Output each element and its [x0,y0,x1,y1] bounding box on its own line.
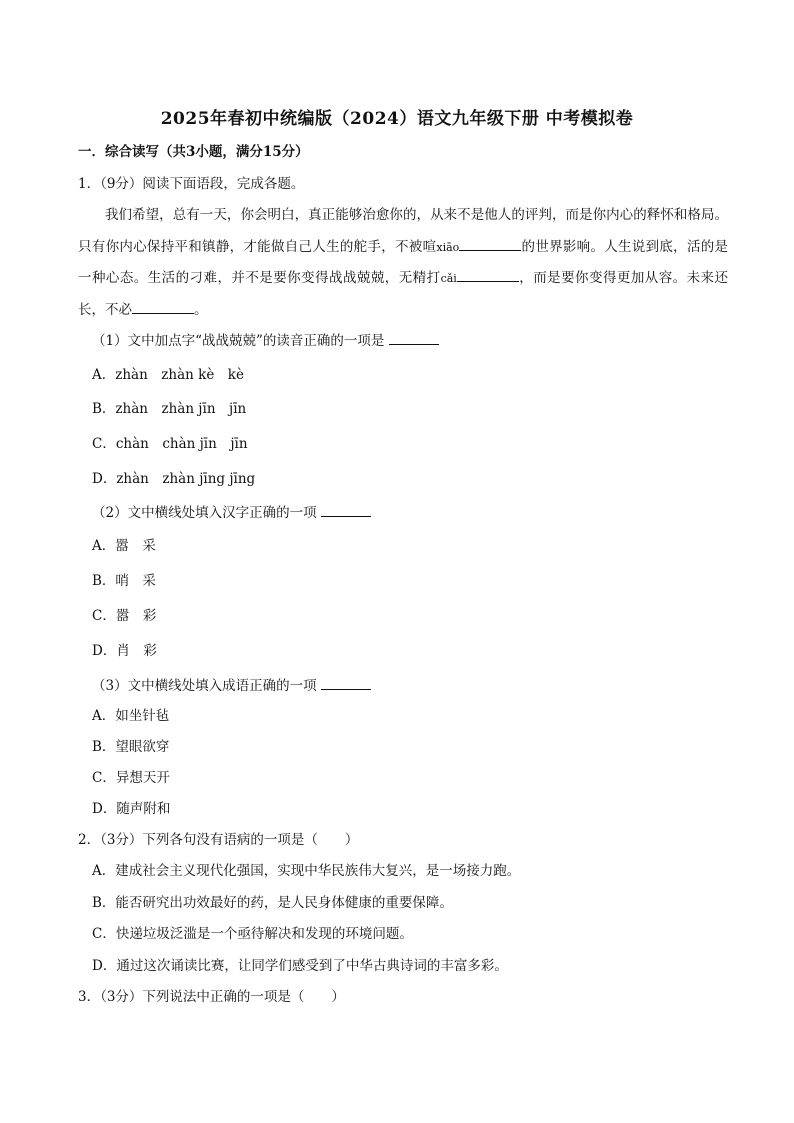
question-2-header: 2．（3分）下列各句没有语病的一项是（ ） [78,832,359,848]
passage-blank-1[interactable] [459,237,521,251]
passage-part-4: 。 [194,301,208,318]
question-2-option-b[interactable]: B．能否研究出功效最好的药，是人民身体健康的重要保障。 [92,895,453,911]
sub-question-2-text: （2）文中横线处填入汉字正确的一项 [92,505,317,521]
sub-question-1-option-d[interactable]: D．zhàn zhàn jīng jīng [92,471,256,487]
question-1-passage [78,200,728,326]
sub-question-1-answer-blank[interactable] [389,331,439,345]
sub-question-1-option-b[interactable]: B．zhàn zhàn jīn jīn [92,401,247,417]
question-3-header: 3．（3分）下列说法中正确的一项是（ ） [78,989,345,1005]
question-2-option-a[interactable]: A．建成社会主义现代化强国，实现中华民族伟大复兴，是一场接力跑。 [92,863,521,879]
pinyin-xiao: xiāo [436,240,460,254]
sub-question-2-prompt [92,503,371,522]
sub-question-3-option-a[interactable]: A．如坐针毡 [92,708,170,724]
sub-question-2-option-a[interactable]: A．嚣 采 [92,538,156,554]
sub-question-2-option-b[interactable]: B．哨 采 [92,573,156,589]
sub-question-2-answer-blank[interactable] [321,503,371,517]
sub-question-3-prompt [92,676,371,695]
sub-question-1-prompt [92,331,439,350]
passage-part-1: 我们希望，总有一天，你会明白，真正能够治愈你的，从来不是他人的评判，而是你内心的释怀和格局。只有你内心保持平和镇静，才能做自己人生的舵手，不被喧 [78,207,728,255]
sub-question-3-text: （3）文中横线处填入成语正确的一项 [92,678,317,694]
sub-question-3-option-c[interactable]: C．异想天开 [92,770,170,786]
sub-question-2-option-c[interactable]: C．嚣 彩 [92,608,157,624]
passage-part-3: ，而是要你变得更加从容。未来还长，不必 [78,270,729,318]
pinyin-cai: cǎi [440,272,457,285]
page-title: 2025年春初中统编版（2024）语文九年级下册 中考模拟卷 [160,109,634,129]
sub-question-3-option-d[interactable]: D．随声附和 [92,801,171,817]
sub-question-3-answer-blank[interactable] [321,676,371,690]
sub-question-1-option-a[interactable]: A．zhàn zhàn kè kè [92,367,244,383]
sub-question-2-option-d[interactable]: D．肖 彩 [92,643,157,659]
sub-question-1-option-c[interactable]: C．chàn chàn jīn jīn [92,436,248,452]
sub-question-3-option-b[interactable]: B．望眼欲穿 [92,739,170,755]
passage-blank-2[interactable] [457,268,519,282]
question-1-header: 1．（9分）阅读下面语段，完成各题。 [78,176,305,192]
passage-part-2: 的世界影响。人生说到底，活的是一种心态。生活的刁难，并不是要你变得战战兢兢，无精打 [78,238,729,286]
section-heading: 一．综合读写（共3小题，满分15分） [78,144,309,160]
question-2-option-d[interactable]: D．通过这次诵读比赛，让同学们感受到了中华古典诗词的丰富多彩。 [92,958,508,974]
sub-question-1-text: （1）文中加点字“战战兢兢”的读音正确的一项是 [92,333,385,349]
passage-blank-3[interactable] [132,300,194,314]
question-2-option-c[interactable]: C．快递垃圾泛滥是一个亟待解决和发现的环境问题。 [92,926,413,942]
